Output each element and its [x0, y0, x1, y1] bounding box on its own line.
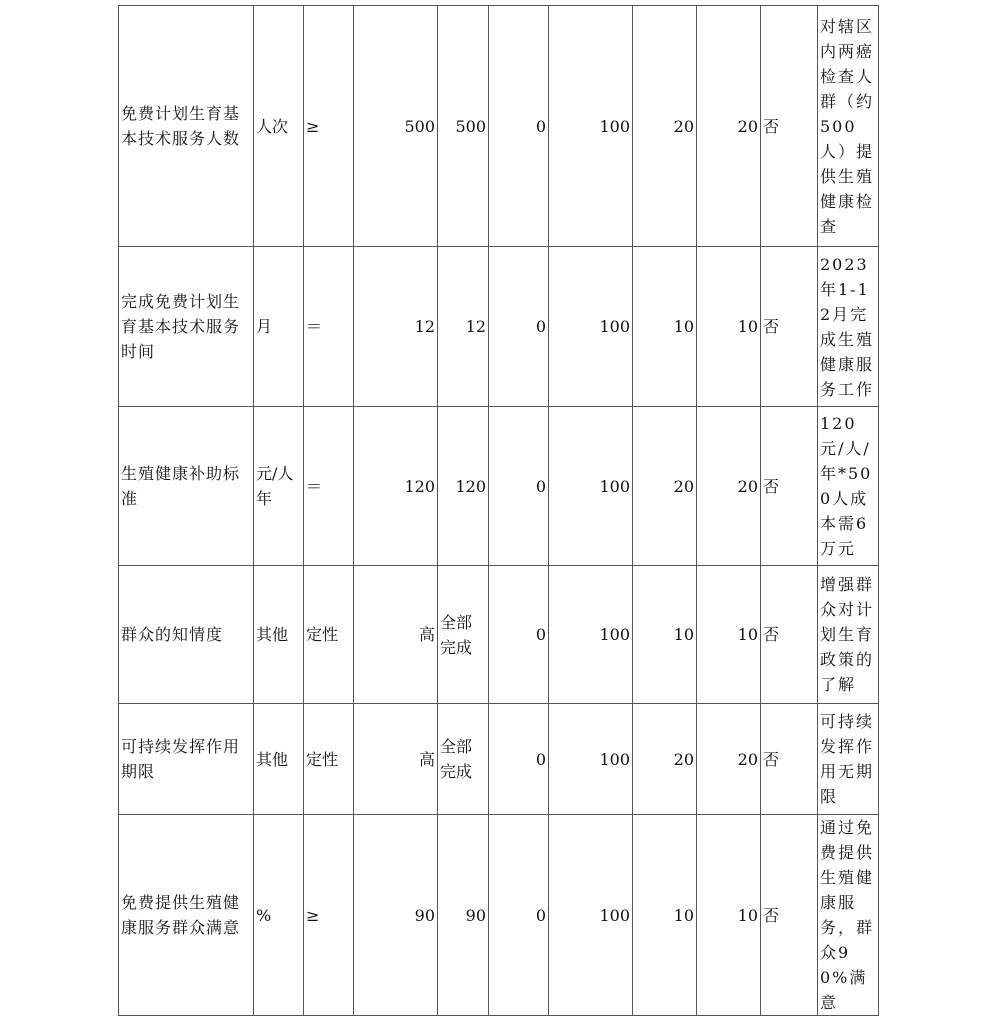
value-c6: 10 [697, 566, 761, 704]
indicator-unit: 元/人年 [254, 407, 304, 566]
actual-value: 120 [438, 407, 489, 566]
indicator-operator: ＝ [304, 407, 354, 566]
value-c5: 20 [633, 704, 697, 815]
table-row [119, 566, 879, 704]
note-text: 对辖区内两癌检查人群（约500人）提供生殖健康检查 [818, 6, 879, 247]
table-row [119, 6, 879, 247]
flag-value: 否 [761, 815, 818, 1016]
flag-value: 否 [761, 407, 818, 566]
value-c5: 10 [633, 566, 697, 704]
table-row [119, 407, 879, 566]
value-c4: 100 [549, 704, 633, 815]
table-row [119, 704, 879, 815]
indicator-unit: % [254, 815, 304, 1016]
note-text: 增强群众对计划生育政策的了解 [818, 566, 879, 704]
flag-value: 否 [761, 566, 818, 704]
actual-value: 500 [438, 6, 489, 247]
flag-value: 否 [761, 247, 818, 407]
target-value: 90 [354, 815, 438, 1016]
indicator-operator: 定性 [304, 704, 354, 815]
note-text: 通过免费提供生殖健康服务，群众90%满意 [818, 815, 879, 1016]
indicator-unit: 其他 [254, 704, 304, 815]
table-row [119, 247, 879, 407]
indicator-name: 免费提供生殖健康服务群众满意 [119, 815, 254, 1016]
indicator-name: 生殖健康补助标准 [119, 407, 254, 566]
note-text: 2023年1-12月完成生殖健康服务工作 [818, 247, 879, 407]
value-c3: 0 [489, 815, 549, 1016]
actual-value: 全部完成 [438, 566, 489, 704]
indicator-name: 可持续发挥作用期限 [119, 704, 254, 815]
value-c6: 20 [697, 407, 761, 566]
value-c4: 100 [549, 566, 633, 704]
indicator-name: 完成免费计划生育基本技术服务时间 [119, 247, 254, 407]
note-text: 可持续发挥作用无期限 [818, 704, 879, 815]
target-value: 高 [354, 704, 438, 815]
value-c4: 100 [549, 407, 633, 566]
value-c3: 0 [489, 566, 549, 704]
target-value: 500 [354, 6, 438, 247]
target-value: 120 [354, 407, 438, 566]
value-c5: 10 [633, 247, 697, 407]
indicator-unit: 月 [254, 247, 304, 407]
actual-value: 12 [438, 247, 489, 407]
target-value: 高 [354, 566, 438, 704]
indicator-name: 免费计划生育基本技术服务人数 [119, 6, 254, 247]
indicator-operator: ＝ [304, 247, 354, 407]
value-c3: 0 [489, 704, 549, 815]
indicator-name: 群众的知情度 [119, 566, 254, 704]
indicator-operator: 定性 [304, 566, 354, 704]
indicator-unit: 其他 [254, 566, 304, 704]
indicator-unit: 人次 [254, 6, 304, 247]
target-value: 12 [354, 247, 438, 407]
flag-value: 否 [761, 704, 818, 815]
value-c4: 100 [549, 6, 633, 247]
note-text: 120元/人/年*500人成本需6万元 [818, 407, 879, 566]
indicator-operator: ≥ [304, 815, 354, 1016]
value-c3: 0 [489, 6, 549, 247]
value-c5: 20 [633, 407, 697, 566]
performance-indicator-table [118, 5, 879, 1016]
flag-value: 否 [761, 6, 818, 247]
value-c4: 100 [549, 815, 633, 1016]
value-c3: 0 [489, 247, 549, 407]
actual-value: 全部完成 [438, 704, 489, 815]
value-c4: 100 [549, 247, 633, 407]
value-c6: 10 [697, 815, 761, 1016]
value-c6: 20 [697, 704, 761, 815]
value-c6: 10 [697, 247, 761, 407]
value-c6: 20 [697, 6, 761, 247]
value-c5: 20 [633, 6, 697, 247]
value-c3: 0 [489, 407, 549, 566]
indicator-operator: ≥ [304, 6, 354, 247]
value-c5: 10 [633, 815, 697, 1016]
table-row [119, 815, 879, 1016]
actual-value: 90 [438, 815, 489, 1016]
